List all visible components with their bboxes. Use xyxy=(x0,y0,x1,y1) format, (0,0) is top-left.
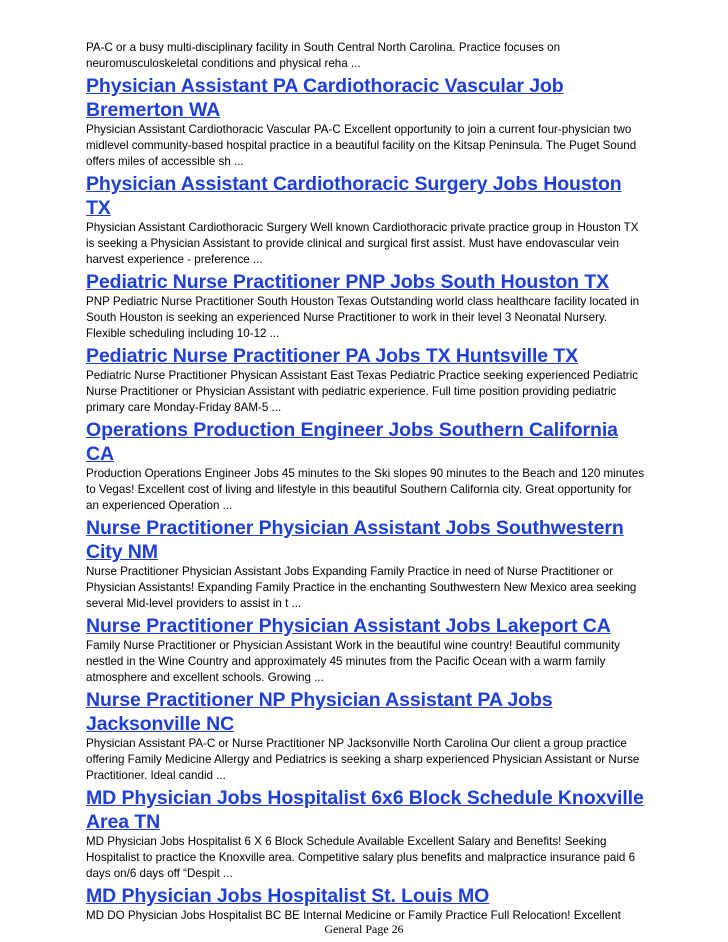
job-snippet: Pediatric Nurse Practitioner Physican Assistant East Texas Pediatric Practice seeking experienced Pediatric Nurse Practitioner or Physician Assistant with pediatric experience. Full time position providing pediatric primary care Monday-Friday 8AM-5 ... xyxy=(86,369,639,414)
job-title-link[interactable]: Physician Assistant Cardiothoracic Surgery Jobs Houston TX xyxy=(86,173,622,219)
job-title-link[interactable]: MD Physician Jobs Hospitalist St. Louis MO xyxy=(86,885,490,907)
job-listing xyxy=(86,786,646,882)
job-listing xyxy=(86,74,646,170)
job-title-link[interactable]: Nurse Practitioner NP Physician Assistant PA Jobs Jacksonville NC xyxy=(86,689,553,735)
job-snippet: Physician Assistant Cardiothoracic Vascular PA-C Excellent opportunity to join a current four-physician two midlevel community-based hospital practice in a beautiful facility on the Kitsap Peninsula. The Puget Sound offers miles of accessible sh ... xyxy=(86,123,637,168)
job-title-link[interactable]: MD Physician Jobs Hospitalist 6x6 Block Schedule Knoxville Area TN xyxy=(86,787,644,833)
job-listing xyxy=(86,418,646,514)
job-title-link[interactable]: Nurse Practitioner Physician Assistant Jobs Lakeport CA xyxy=(86,615,611,637)
job-listing xyxy=(86,270,646,342)
job-snippet: PNP Pediatric Nurse Practitioner South Houston Texas Outstanding world class healthcare facility located in South Houston is seeking an experienced Nurse Practitioner to work in their level 3 Neonatal Nursery. Flexible scheduling including 10-12 ... xyxy=(86,295,640,340)
job-listing xyxy=(86,344,646,416)
job-snippet: Family Nurse Practitioner or Physician Assistant Work in the beautiful wine country! Beautiful community nestled in the Wine Country and approximately 45 minutes from the Pacific Ocean with a warm family atmosphere and excellent schools. Growing ... xyxy=(86,639,620,684)
job-title-link[interactable]: Pediatric Nurse Practitioner PNP Jobs South Houston TX xyxy=(86,271,610,293)
job-listing xyxy=(86,688,646,784)
job-listing xyxy=(86,884,646,924)
job-snippet: MD DO Physician Jobs Hospitalist BC BE Internal Medicine or Family Practice Full Relocation! Excellent xyxy=(86,909,621,922)
job-listing xyxy=(86,516,646,612)
job-listing xyxy=(86,172,646,268)
job-title-link[interactable]: Pediatric Nurse Practitioner PA Jobs TX Huntsville TX xyxy=(86,345,579,367)
job-title-link[interactable]: Physician Assistant PA Cardiothoracic Vascular Job Bremerton WA xyxy=(86,75,564,121)
job-snippet: Physician Assistant PA-C or Nurse Practitioner NP Jacksonville North Carolina Our client a group practice offering Family Medicine Allergy and Pediatrics is seeking a sharp experienced Physician Assistant or Nurse Practitioner. Ideal candid ... xyxy=(86,737,640,782)
job-snippet: MD Physician Jobs Hospitalist 6 X 6 Block Schedule Available Excellent Salary and Benefits! Seeking Hospitalist to practice the Knoxville area. Competitive salary plus benefits and malpractice insurance paid 6 days on/6 days off “Despit ... xyxy=(86,835,636,880)
job-title-link[interactable]: Nurse Practitioner Physician Assistant Jobs Southwestern City NM xyxy=(86,517,624,563)
document-page xyxy=(86,40,646,924)
job-title-link[interactable]: Operations Production Engineer Jobs Southern California CA xyxy=(86,419,618,465)
job-snippet: Nurse Practitioner Physician Assistant Jobs Expanding Family Practice in need of Nurse Practitioner or Physician Assistants! Expanding Family Practice in the enchanting Southwestern New Mexico area seeking several Mid-level providers to assist in t ... xyxy=(86,565,637,610)
job-snippet: Production Operations Engineer Jobs 45 minutes to the Ski slopes 90 minutes to the Beach and 120 minutes to Vegas! Excellent cost of living and lifestyle in this beautiful Southern California city. Great opportunity for an experienced Operation ... xyxy=(86,467,645,512)
job-listing xyxy=(86,614,646,686)
page-footer: General Page 26 xyxy=(324,922,404,936)
job-snippet: Physician Assistant Cardiothoracic Surgery Well known Cardiothoracic private practice group in Houston TX is seeking a Physician Assistant to provide clinical and surgical first assist. Must have endovascular vein harvest experience - preference ... xyxy=(86,221,639,266)
intro-snippet: PA-C or a busy multi-disciplinary facility in South Central North Carolina. Practice focuses on neuromusculoskeletal conditions and physical reha ... xyxy=(86,41,561,70)
